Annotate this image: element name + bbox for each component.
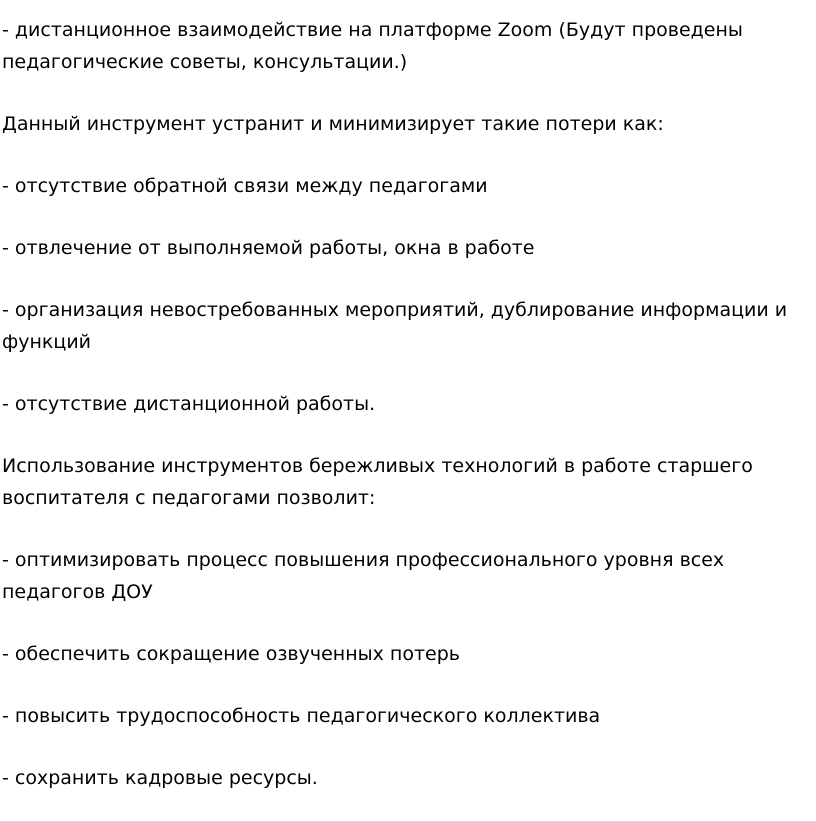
list-item-no-remote-work: - отсутствие дистанционной работы. (2, 393, 376, 415)
paragraph-losses-intro: Данный инструмент устранит и минимизирует такие потери как: (2, 113, 664, 135)
paragraph-zoom-interaction: - дистанционное взаимодействие на платформе Zoom (Будут проведены педагогические советы, консультации.) (2, 19, 743, 73)
list-item-optimize-process: - оптимизировать процесс повышения профессионального уровня всех педагогов ДОУ (2, 549, 725, 603)
list-item-preserve-staff: - сохранить кадровые ресурсы. (2, 767, 318, 789)
paragraph-benefits-intro: Использование инструментов бережливых технологий в работе старшего воспитателя с педагогами позволит: (2, 455, 753, 509)
list-item-no-feedback: - отсутствие обратной связи между педагогами (2, 175, 488, 197)
list-item-increase-capacity: - повысить трудоспособность педагогического коллектива (2, 705, 601, 727)
list-item-distraction: - отвлечение от выполняемой работы, окна в работе (2, 237, 535, 259)
list-item-reduce-losses: - обеспечить сокращение озвученных потерь (2, 643, 460, 665)
list-item-unneeded-events: - организация невостребованных мероприятий, дублирование информации и функций (2, 299, 788, 353)
